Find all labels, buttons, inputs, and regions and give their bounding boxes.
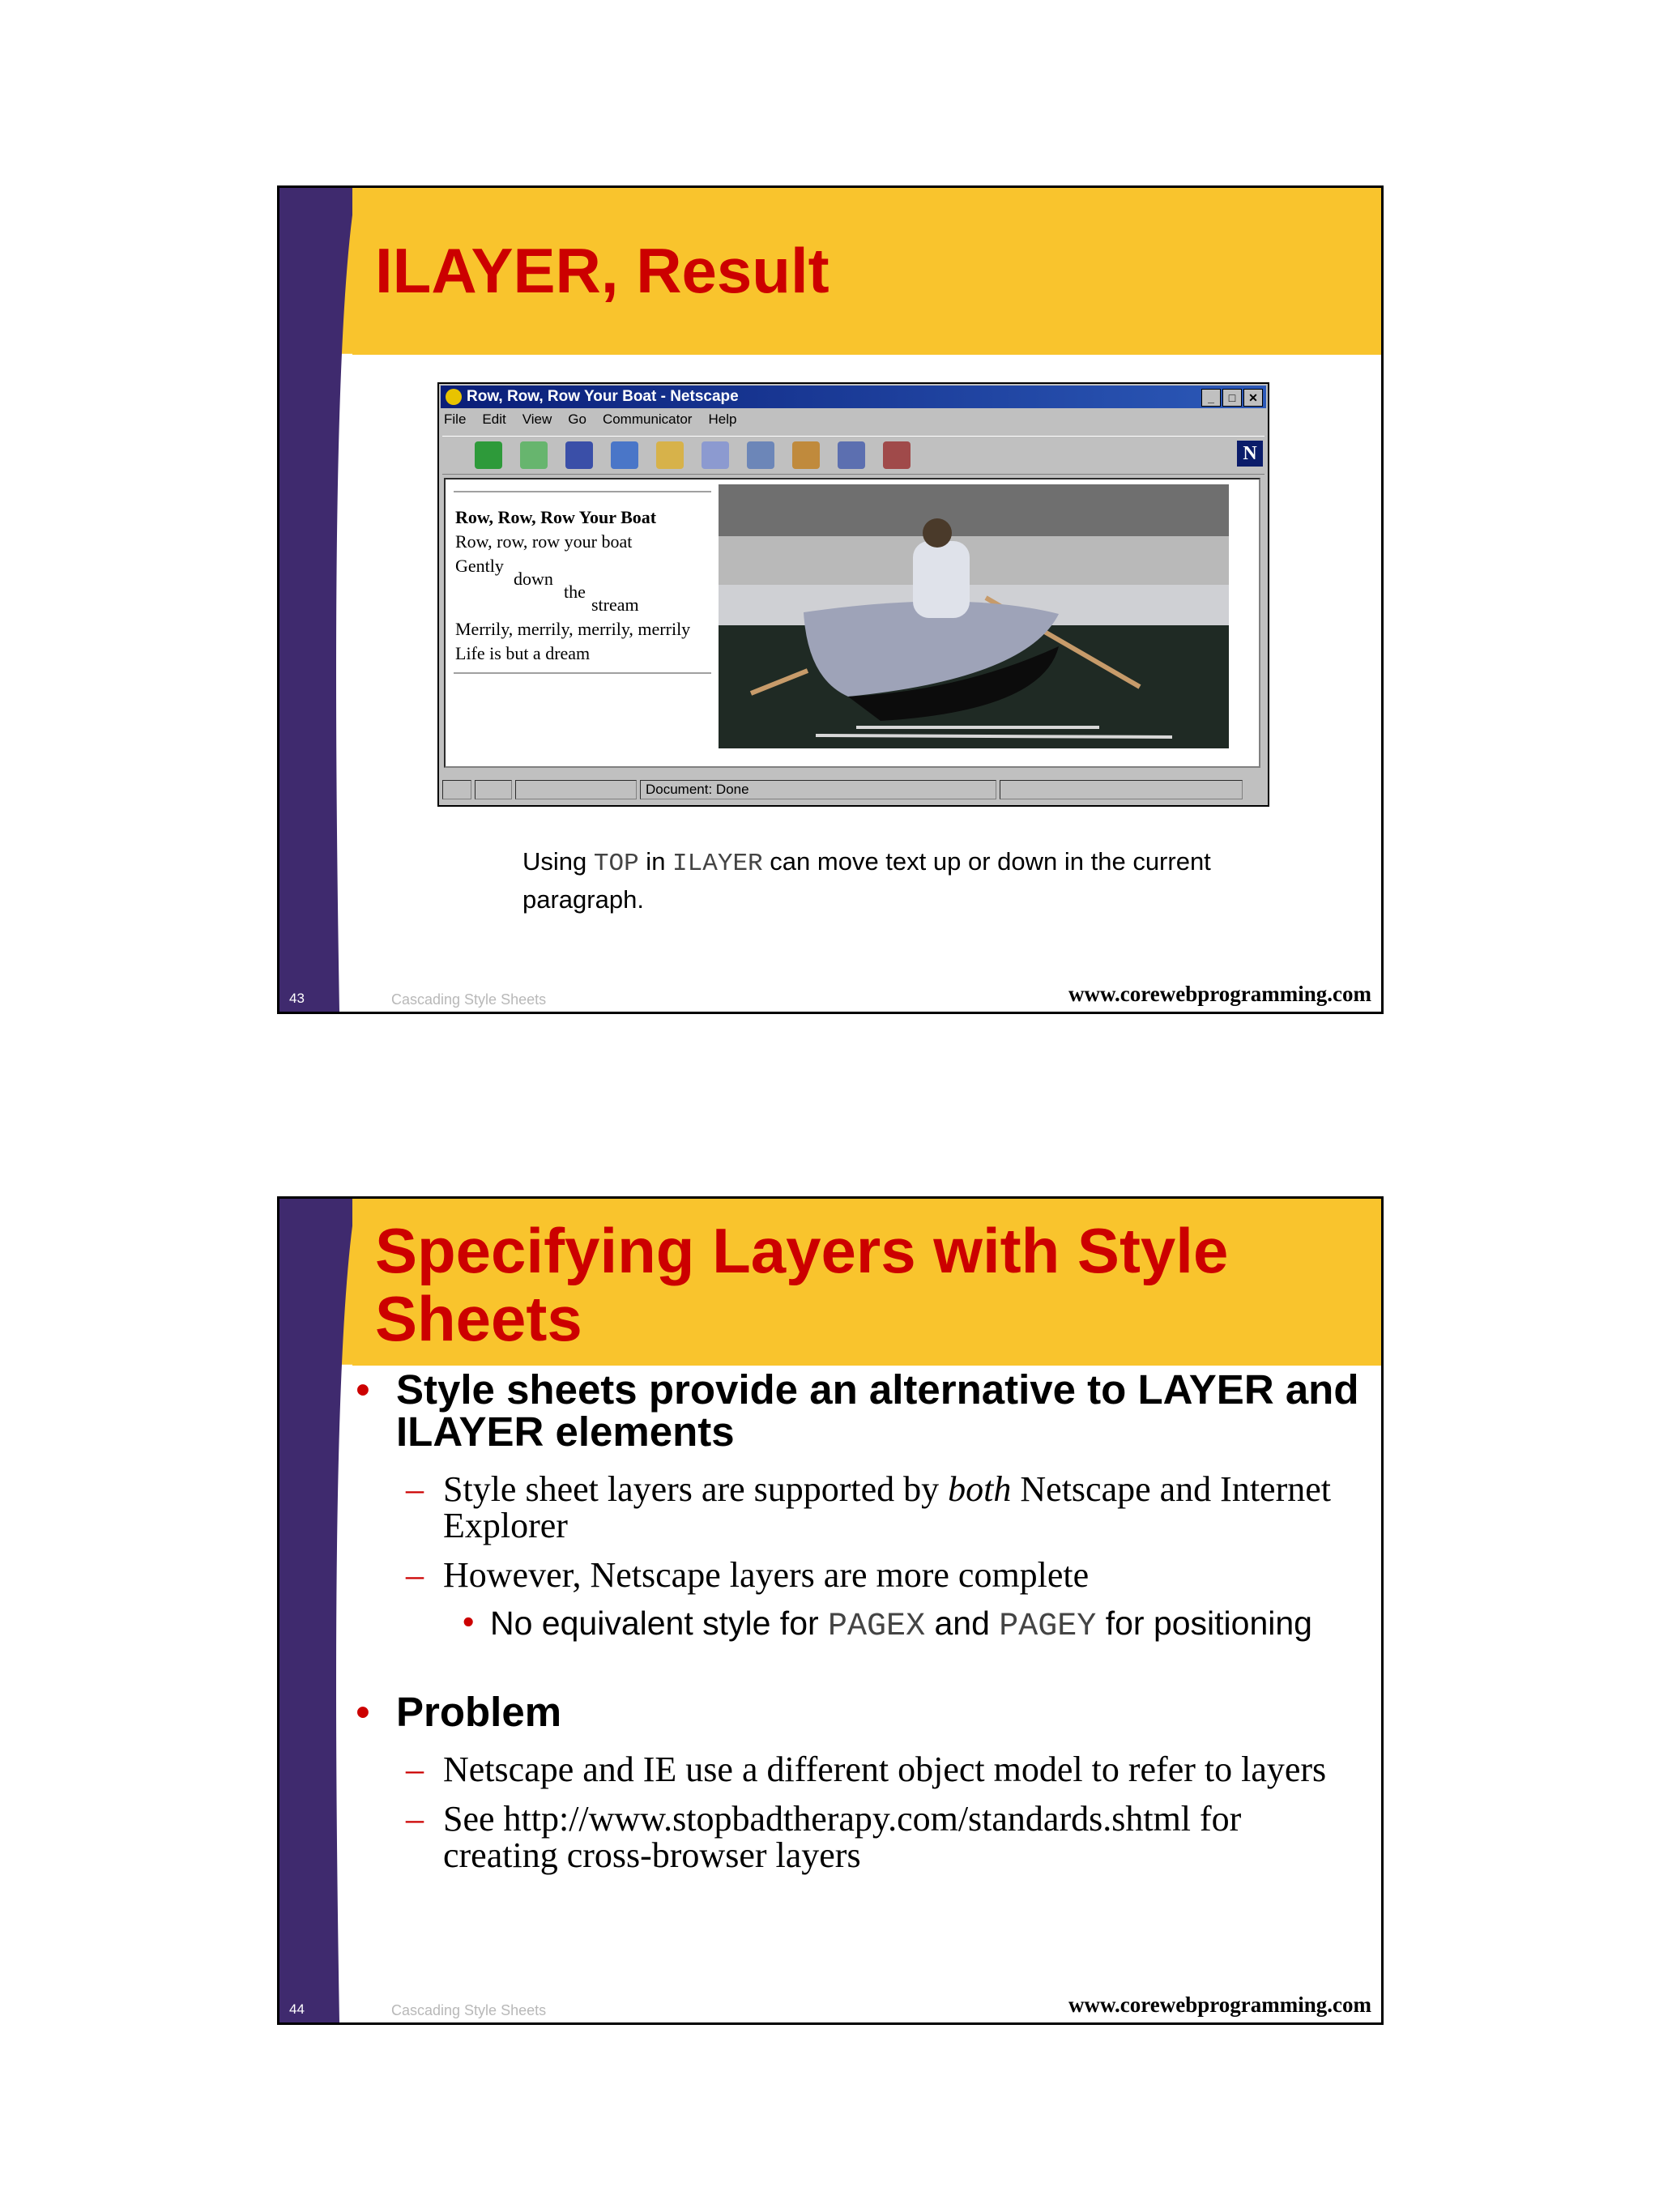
- code-ilayer: ILAYER: [672, 850, 763, 878]
- online-status-icon[interactable]: [475, 780, 512, 799]
- progress-bar: [515, 780, 637, 799]
- sub-bullet-item: – However, Netscape layers are more complete: [406, 1555, 1090, 1595]
- poem-line: Merrily, merrily, merrily, merrily: [455, 619, 691, 639]
- code-pagey: PAGEY: [999, 1609, 1097, 1645]
- sub-bullet-text: Netscape and IE use a different object model to refer to layers: [443, 1750, 1327, 1789]
- emphasis-text: both: [948, 1469, 1012, 1509]
- poem-word-gently: Gently: [455, 556, 504, 576]
- component-bar: [1000, 780, 1243, 799]
- horizontal-rule: [454, 672, 711, 674]
- slide-43: [277, 185, 1384, 1014]
- sub-sub-bullet-text: and: [925, 1605, 1000, 1642]
- home-icon[interactable]: [611, 441, 638, 469]
- my-netscape-icon[interactable]: [702, 441, 729, 469]
- stop-icon[interactable]: [883, 441, 911, 469]
- maximize-icon[interactable]: □: [1222, 389, 1242, 407]
- netscape-window-screenshot: [437, 382, 1269, 807]
- sub-sub-bullet-text: No equivalent style for: [490, 1605, 829, 1642]
- slide-number: 44: [289, 2001, 305, 2017]
- window-title: Row, Row, Row Your Boat - Netscape: [467, 388, 739, 405]
- window-titlebar: [441, 386, 1266, 408]
- sub-sub-bullet-item: • No equivalent style for PAGEX and PAGEY for positioning: [463, 1603, 1312, 1645]
- sub-bullet-text: Netscape and Internet Explorer: [443, 1469, 1331, 1545]
- reload-icon[interactable]: [565, 441, 593, 469]
- status-text: Document: Done: [640, 780, 996, 799]
- caption-text: can move text up or down in the current paragraph.: [522, 847, 1211, 914]
- back-icon[interactable]: [475, 441, 502, 469]
- bullet-item: • Problem: [356, 1689, 562, 1735]
- poem-word-stream: stream: [591, 595, 639, 615]
- poem-line: Row, row, row your boat: [455, 531, 633, 552]
- menu-help[interactable]: Help: [708, 411, 737, 427]
- slide-caption: [522, 844, 1252, 918]
- poem-line: Life is but a dream: [455, 643, 591, 663]
- navigation-toolbar: [442, 436, 1265, 475]
- menu-go[interactable]: Go: [568, 411, 586, 427]
- code-top: TOP: [593, 850, 639, 878]
- footer-website: www.corewebprogramming.com: [1068, 1993, 1371, 2017]
- forward-icon[interactable]: [520, 441, 548, 469]
- sub-bullet-text: Style sheet layers are supported by: [443, 1469, 949, 1509]
- status-bar: [442, 778, 1265, 802]
- menu-bar: [444, 411, 736, 433]
- netscape-app-icon: [446, 389, 462, 405]
- caption-text: Using: [522, 847, 594, 876]
- caption-text: in: [638, 847, 673, 876]
- footer-website: www.corewebprogramming.com: [1068, 982, 1371, 1006]
- menu-file[interactable]: File: [444, 411, 467, 427]
- code-pagex: PAGEX: [828, 1609, 926, 1645]
- footer-course-title: Cascading Style Sheets: [391, 2002, 547, 2018]
- sub-bullet-item: – Netscape and IE use a different object model to refer to layers: [406, 1750, 1327, 1789]
- bullet-item: • Style sheets provide an alternative to LAYER and ILAYER elements: [356, 1366, 1359, 1455]
- bullet-text: Problem: [396, 1689, 562, 1735]
- security-icon[interactable]: [792, 441, 820, 469]
- menu-edit[interactable]: Edit: [482, 411, 506, 427]
- slide-title: ILAYER, Result: [375, 235, 830, 306]
- bullet-text: Style sheets provide an alternative to LAYER and ILAYER elements: [396, 1366, 1359, 1455]
- sub-bullet-text: See http://www.stopbadtherapy.com/standards.shtml for creating cross-browser layers: [443, 1799, 1242, 1875]
- bullet-list: [343, 1366, 1363, 1886]
- minimize-icon[interactable]: _: [1201, 389, 1221, 407]
- footer-course-title: Cascading Style Sheets: [391, 991, 547, 1008]
- window-controls: [1201, 389, 1263, 407]
- horizontal-rule: [454, 491, 711, 492]
- sub-sub-bullet-text: for positioning: [1096, 1605, 1312, 1642]
- sub-bullet-item: – Style sheet layers are supported by both Netscape and Internet Explorer: [406, 1469, 1331, 1545]
- sub-bullet-item: – See http://www.stopbadtherapy.com/standards.shtml for creating cross-browser layers: [406, 1799, 1242, 1875]
- rowboat-image: [719, 484, 1229, 748]
- security-lock-icon[interactable]: [442, 780, 471, 799]
- close-icon[interactable]: ✕: [1243, 389, 1263, 407]
- slide-title: Specifying Layers with Style Sheets: [375, 1215, 1229, 1354]
- slide-44: [277, 1196, 1384, 2025]
- print-icon[interactable]: [747, 441, 774, 469]
- netscape-logo-icon: N: [1237, 441, 1263, 467]
- search-icon[interactable]: [656, 441, 684, 469]
- page-content-area: [444, 478, 1260, 768]
- shop-icon[interactable]: [838, 441, 865, 469]
- poem-word-the: the: [564, 582, 586, 602]
- slide-number: 43: [289, 991, 305, 1006]
- poem-word-down: down: [514, 569, 553, 589]
- menu-communicator[interactable]: Communicator: [602, 411, 693, 427]
- menu-view[interactable]: View: [522, 411, 552, 427]
- sub-bullet-text: However, Netscape layers are more complete: [443, 1555, 1090, 1595]
- poem-heading: Row, Row, Row Your Boat: [455, 507, 657, 527]
